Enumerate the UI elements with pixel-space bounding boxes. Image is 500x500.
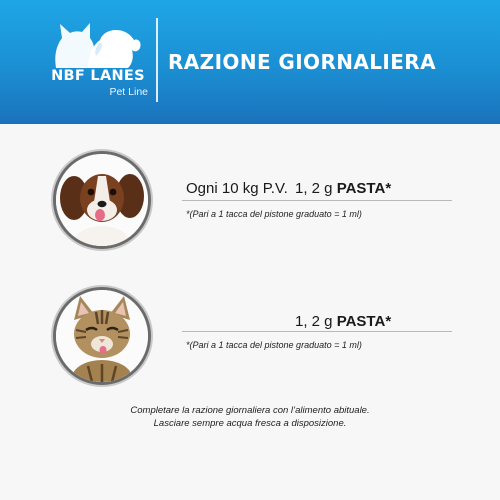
- cat-dose-value: 1, 2 g: [295, 313, 333, 330]
- cat-dose-unit: PASTA*: [336, 313, 392, 330]
- header-banner: [0, 0, 500, 124]
- cat-and-dog-silhouette-icon: [48, 20, 144, 70]
- cat-dose-note: *(Pari a 1 tacca del pistone graduato = 1 ml): [186, 340, 362, 350]
- footer-line-2: Lasciare sempre acqua fresca a disposizione.: [153, 418, 347, 429]
- brand-name: NBF LANES: [51, 68, 145, 84]
- dog-photo: [53, 151, 151, 249]
- dog-divider: [182, 200, 452, 201]
- cat-photo: [53, 287, 151, 385]
- footer-instructions: [0, 404, 500, 430]
- brand-subtitle: Pet Line: [109, 86, 148, 98]
- cat-divider: [182, 331, 452, 332]
- dog-dose-unit: PASTA*: [336, 180, 392, 197]
- page-title: RAZIONE GIORNALIERA: [168, 50, 436, 74]
- footer-line-1: Completare la razione giornaliera con l’alimento abituale.: [130, 405, 370, 416]
- dog-dose-note: *(Pari a 1 tacca del pistone graduato = 1 ml): [186, 209, 362, 219]
- dog-dose-value: 1, 2 g: [295, 180, 333, 197]
- cat-dose-amount: [295, 313, 391, 330]
- dog-dose-amount: [295, 180, 391, 197]
- header-divider: [156, 18, 158, 102]
- dog-weight-label: Ogni 10 kg P.V.: [186, 180, 288, 197]
